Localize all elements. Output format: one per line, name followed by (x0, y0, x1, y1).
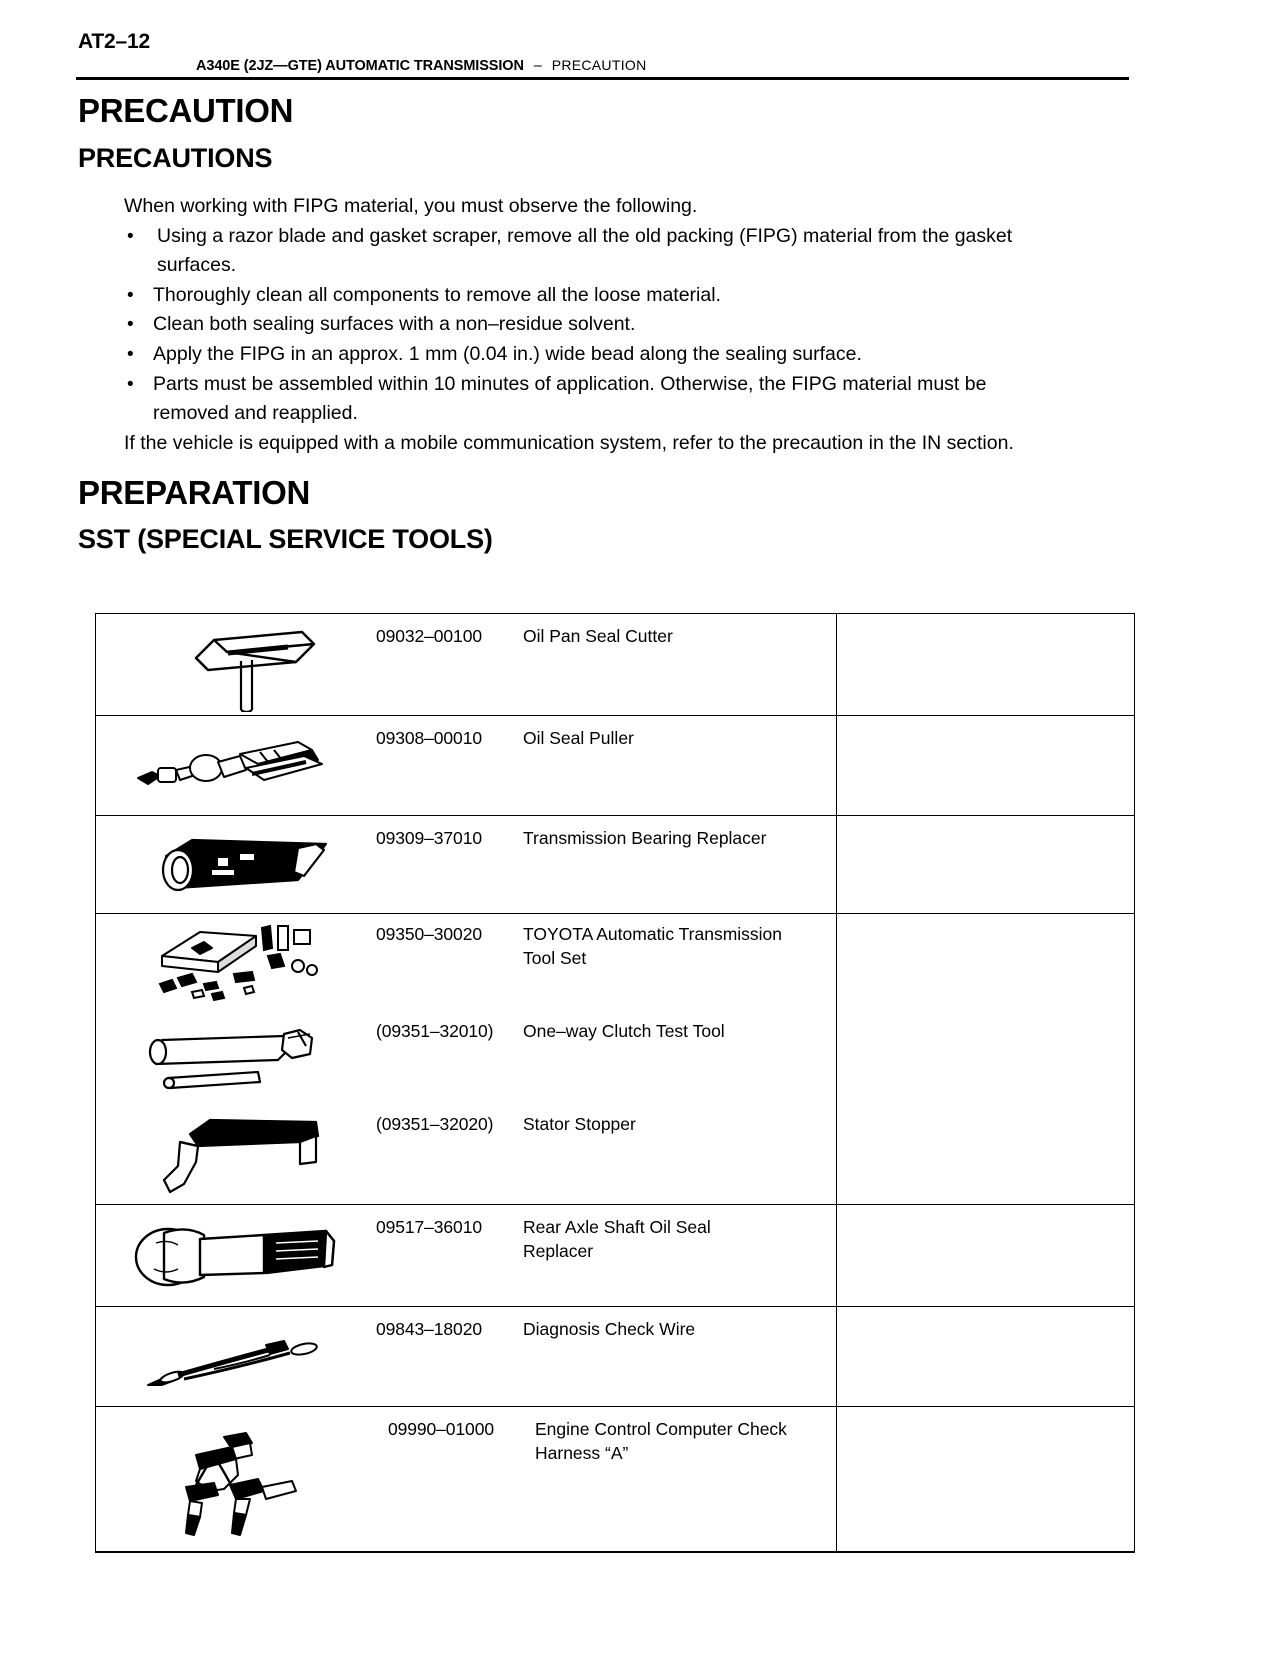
sst-part-number: (09351–32020) (376, 1114, 494, 1134)
running-head (196, 57, 647, 74)
list-item-line1: Using a razor blade and gasket scraper, remove all the old packing (FIPG) material from the gasket (157, 224, 1013, 247)
precautions-subheading: PRECAUTIONS (78, 143, 273, 173)
page-title: PRECAUTION (78, 92, 294, 129)
sst-cell-description (96, 1205, 837, 1306)
sst-tool-name (523, 922, 782, 970)
sst-cell-description (96, 614, 837, 715)
sst-part-number: 09843–18020 (376, 1319, 482, 1339)
bullet-icon: • (127, 314, 134, 336)
list-item-line1: Parts must be assembled within 10 minutes of application. Otherwise, the FIPG material must be (153, 372, 987, 395)
sst-entry-group (96, 716, 836, 815)
sst-entry (376, 922, 782, 970)
list-item (124, 340, 1144, 370)
sst-part-number: 09032–00100 (376, 626, 482, 646)
sst-cell-notes (837, 716, 1134, 815)
list-item-line1: Apply the FIPG in an approx. 1 mm (0.04 in.) wide bead along the sealing surface. (153, 342, 862, 365)
precautions-body (124, 192, 1144, 458)
sst-tool-name (523, 1112, 636, 1136)
bullet-icon: • (127, 284, 134, 306)
sst-part-number: 09990–01000 (388, 1419, 494, 1439)
sst-tool-name-line1: Engine Control Computer Check (535, 1419, 787, 1439)
list-item (124, 370, 1144, 429)
list-item-line1: Clean both sealing surfaces with a non–residue solvent. (153, 313, 636, 336)
sst-tool-name-line2: Replacer (523, 1241, 594, 1261)
sst-part-number: 09350–30020 (376, 924, 482, 944)
sst-part-number: 09517–36010 (376, 1217, 482, 1237)
sst-cell-notes (837, 1205, 1134, 1306)
sst-cell-notes (837, 1307, 1134, 1406)
sst-tool-name (523, 1215, 711, 1263)
sst-subheading: SST (SPECIAL SERVICE TOOLS) (78, 524, 493, 554)
sst-entry (376, 726, 634, 750)
sst-cell-description (96, 1307, 837, 1406)
sst-tool-name (523, 624, 673, 648)
sst-cell-description (96, 1407, 837, 1551)
bullet-icon: • (127, 225, 134, 247)
sst-tool-name (523, 826, 766, 850)
table-row (96, 1307, 1134, 1407)
sst-entry (376, 1112, 636, 1136)
list-item (124, 310, 1144, 340)
sst-tool-name-line1: Stator Stopper (523, 1114, 636, 1134)
table-row (96, 914, 1134, 1205)
table-row (96, 1407, 1134, 1551)
table-row (96, 816, 1134, 914)
sst-cell-notes (837, 1407, 1134, 1551)
running-head-subtitle: PRECAUTION (551, 57, 647, 73)
sst-entry (376, 624, 673, 648)
bullet-icon: • (127, 343, 134, 365)
list-item-line1: Thoroughly clean all components to remove all the loose material. (153, 283, 721, 306)
table-row (96, 716, 1134, 816)
running-head-separator: – (533, 58, 542, 74)
sst-entry-group (96, 1205, 836, 1306)
sst-table (95, 613, 1135, 1553)
list-item-line2: removed and reapplied. (153, 402, 358, 425)
sst-entry (376, 1019, 725, 1043)
sst-entry (376, 1215, 711, 1263)
sst-entry (376, 1317, 695, 1341)
sst-entry-group (96, 1307, 836, 1406)
sst-tool-name (523, 726, 634, 750)
list-item (124, 281, 1144, 311)
sst-cell-description (96, 716, 837, 815)
page-number: AT2–12 (78, 30, 150, 53)
sst-tool-name-line2: Harness “A” (535, 1443, 629, 1463)
header-rule (76, 77, 1129, 80)
sst-tool-name-line1: Oil Seal Puller (523, 728, 634, 748)
sst-part-number: (09351–32010) (376, 1021, 494, 1041)
running-head-title: A340E (2JZ—GTE) AUTOMATIC TRANSMISSION (196, 58, 524, 74)
sst-tool-name-line1: Diagnosis Check Wire (523, 1319, 696, 1339)
sst-entry (376, 826, 766, 850)
sst-entry-group (96, 816, 836, 913)
sst-entry (388, 1417, 787, 1465)
sst-entry-group (96, 914, 836, 1204)
sst-tool-name-line1: One–way Clutch Test Tool (523, 1021, 725, 1041)
sst-cell-description (96, 816, 837, 913)
sst-cell-notes (837, 914, 1134, 1204)
sst-tool-name-line1: Transmission Bearing Replacer (523, 828, 767, 848)
sst-part-number: 09309–37010 (376, 828, 482, 848)
sst-tool-name (523, 1019, 725, 1043)
sst-tool-name-line1: TOYOTA Automatic Transmission (523, 924, 783, 944)
sst-tool-name-line2: Tool Set (523, 948, 587, 968)
sst-tool-name-line1: Oil Pan Seal Cutter (523, 626, 673, 646)
sst-tool-name-line1: Rear Axle Shaft Oil Seal (523, 1217, 711, 1237)
precautions-closing: If the vehicle is equipped with a mobile communication system, refer to the precaution in the IN section. (124, 431, 1014, 454)
sst-tool-name (535, 1417, 787, 1465)
table-row (96, 1205, 1134, 1307)
sst-cell-notes (837, 614, 1134, 715)
list-item (124, 222, 1144, 281)
list-item-line2: surfaces. (157, 254, 237, 277)
sst-cell-description (96, 914, 837, 1204)
sst-cell-notes (837, 816, 1134, 913)
preparation-title: PREPARATION (78, 474, 310, 511)
sst-entry-group (96, 614, 836, 715)
sst-part-number: 09308–00010 (376, 728, 482, 748)
sst-tool-name (523, 1317, 695, 1341)
sst-entry-group (96, 1407, 836, 1551)
precautions-list (124, 222, 1144, 429)
bullet-icon: • (127, 373, 134, 395)
table-row (96, 614, 1134, 716)
precautions-intro: When working with FIPG material, you must observe the following. (124, 195, 698, 217)
